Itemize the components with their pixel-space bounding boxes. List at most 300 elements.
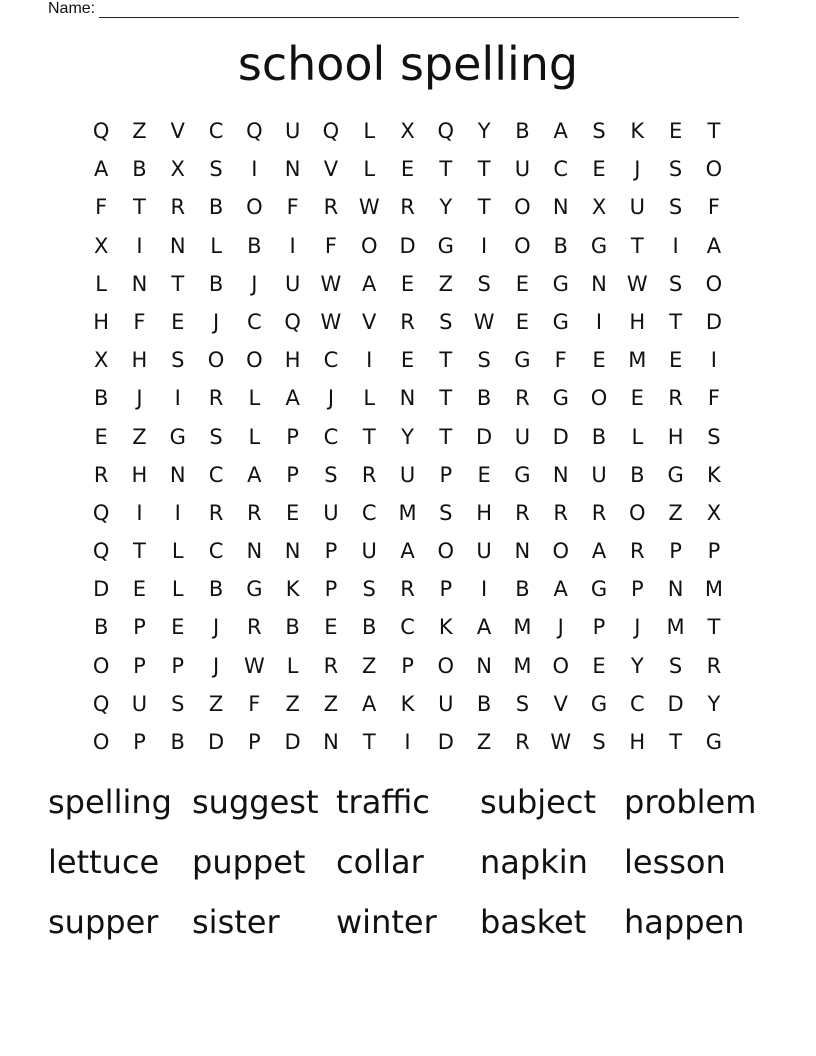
- grid-letter: B: [208, 577, 224, 602]
- grid-letter: T: [477, 157, 491, 182]
- grid-letter: R: [93, 462, 109, 487]
- grid-letter: W: [320, 309, 342, 334]
- grid-letter: P: [439, 577, 453, 602]
- grid-letter: R: [208, 386, 224, 411]
- grid-letter: B: [362, 615, 377, 640]
- grid-letter: F: [324, 233, 337, 258]
- grid-letter: B: [93, 386, 109, 411]
- grid-letter: Q: [92, 539, 110, 564]
- grid-letter: J: [634, 157, 641, 182]
- grid-letter: O: [360, 233, 378, 258]
- grid-letter: L: [171, 539, 184, 564]
- grid-letter: I: [136, 500, 143, 525]
- grid-letter: R: [323, 653, 339, 678]
- grid-letter: I: [481, 577, 488, 602]
- word-list-item: sister: [192, 903, 280, 941]
- grid-letter: E: [285, 500, 300, 525]
- grid-letter: W: [550, 730, 572, 754]
- grid-letter: N: [476, 653, 492, 678]
- grid-letter: R: [170, 195, 186, 220]
- grid-letter: O: [437, 539, 455, 564]
- grid-letter: U: [131, 691, 148, 716]
- grid-letter: H: [284, 348, 301, 373]
- grid-letter: N: [323, 730, 339, 754]
- grid-letter: V: [553, 691, 568, 716]
- word-list-item: winter: [336, 903, 437, 941]
- grid-letter: P: [324, 577, 338, 602]
- grid-letter: M: [513, 653, 532, 678]
- grid-letter: E: [400, 157, 415, 182]
- grid-letter: R: [247, 500, 262, 525]
- word-list-item: supper: [48, 903, 159, 941]
- grid-letter: O: [207, 348, 225, 373]
- grid-letter: G: [514, 348, 531, 373]
- grid-letter: D: [437, 730, 454, 754]
- grid-letter: O: [552, 653, 569, 678]
- grid-letter: W: [473, 309, 495, 334]
- grid-letter: O: [705, 271, 723, 296]
- grid-letter: H: [629, 309, 646, 334]
- grid-letter: S: [439, 500, 453, 525]
- word-list-item: lettuce: [48, 843, 160, 881]
- grid-letter: I: [672, 233, 679, 258]
- grid-letter: E: [592, 348, 606, 373]
- grid-letter: U: [284, 119, 301, 143]
- grid-letter: N: [284, 539, 301, 564]
- grid-letter: U: [284, 271, 301, 296]
- grid-letter: S: [707, 424, 721, 449]
- grid-letter: K: [707, 462, 721, 487]
- grid-letter: P: [171, 653, 185, 678]
- grid-letter: N: [246, 539, 263, 564]
- word-list-item: happen: [624, 903, 745, 941]
- grid-letter: R: [400, 309, 415, 334]
- grid-letter: B: [476, 691, 492, 716]
- grid-letter: D: [93, 577, 110, 602]
- grid-letter: O: [705, 157, 723, 182]
- grid-letter: Q: [92, 500, 110, 525]
- grid-letter: E: [668, 119, 683, 143]
- grid-letter: H: [131, 348, 148, 373]
- grid-letter: M: [513, 615, 532, 640]
- grid-letter: B: [476, 386, 492, 411]
- grid-letter: B: [170, 730, 185, 754]
- word-list-item: subject: [480, 783, 596, 821]
- grid-letter: D: [552, 424, 569, 449]
- name-label: Name:: [48, 0, 96, 17]
- grid-letter: L: [631, 424, 644, 449]
- grid-letter: G: [514, 462, 531, 487]
- grid-letter: A: [553, 577, 568, 602]
- grid-letter: F: [95, 195, 108, 220]
- grid-letter: E: [592, 653, 606, 678]
- grid-letter: X: [591, 195, 607, 220]
- grid-letter: T: [171, 271, 185, 296]
- grid-letter: B: [553, 233, 568, 258]
- grid-letter: L: [95, 271, 107, 296]
- grid-letter: G: [552, 271, 569, 296]
- grid-letter: Q: [92, 119, 110, 143]
- grid-letter: F: [707, 195, 720, 220]
- grid-letter: K: [630, 119, 645, 143]
- grid-letter: F: [286, 195, 299, 220]
- grid-letter: Q: [92, 691, 110, 716]
- grid-letter: U: [476, 539, 492, 564]
- grid-letter: H: [667, 424, 684, 449]
- grid-letter: Z: [476, 730, 492, 754]
- grid-letter: V: [362, 309, 377, 334]
- grid-letter: K: [400, 691, 415, 716]
- grid-letter: P: [592, 615, 606, 640]
- grid-letter: X: [170, 157, 185, 182]
- grid-letter: L: [363, 157, 376, 182]
- grid-letter: R: [400, 195, 415, 220]
- grid-letter: J: [557, 615, 564, 640]
- grid-letter: T: [669, 309, 683, 334]
- grid-letter: S: [171, 691, 185, 716]
- grid-letter: Z: [668, 500, 683, 525]
- grid-letter: S: [592, 730, 606, 754]
- grid-letter: P: [324, 539, 338, 564]
- grid-letter: X: [400, 119, 415, 143]
- grid-letter: M: [628, 348, 647, 373]
- grid-letter: E: [477, 462, 491, 487]
- grid-letter: R: [553, 500, 568, 525]
- grid-letter: U: [629, 195, 645, 220]
- grid-letter: R: [515, 386, 530, 411]
- grid-letter: T: [362, 730, 376, 754]
- grid-letter: Y: [630, 653, 644, 678]
- grid-letter: T: [477, 195, 491, 220]
- grid-letter: P: [286, 424, 299, 449]
- grid-letter: C: [208, 119, 224, 143]
- grid-letter: S: [477, 348, 491, 373]
- grid-letter: J: [634, 615, 641, 640]
- grid-letter: B: [208, 271, 224, 296]
- grid-letter: A: [476, 615, 492, 640]
- grid-letter: S: [171, 348, 185, 373]
- grid-letter: G: [552, 309, 569, 334]
- grid-letter: L: [363, 119, 376, 143]
- grid-letter: I: [366, 348, 373, 373]
- grid-letter: W: [358, 195, 380, 220]
- grid-letter: E: [515, 309, 530, 334]
- grid-letter: N: [399, 386, 416, 411]
- grid-letter: I: [136, 233, 143, 258]
- grid-letter: D: [207, 730, 225, 754]
- grid-letter: T: [669, 730, 683, 754]
- grid-letter: O: [437, 653, 455, 678]
- grid-letter: S: [477, 271, 491, 296]
- grid-letter: J: [251, 271, 258, 296]
- grid-letter: E: [94, 424, 108, 449]
- grid-letter: C: [208, 462, 224, 487]
- grid-letter: R: [706, 653, 722, 678]
- grid-letter: Z: [438, 271, 454, 296]
- grid-letter: B: [591, 424, 607, 449]
- grid-letter: A: [553, 119, 568, 143]
- grid-letter: U: [591, 462, 607, 487]
- grid-letter: Y: [477, 119, 491, 143]
- grid-letter: R: [591, 500, 607, 525]
- grid-letter: M: [704, 577, 723, 602]
- word-list-item: lesson: [624, 843, 726, 881]
- word-list-item: collar: [336, 843, 424, 881]
- grid-letter: X: [706, 500, 722, 525]
- grid-letter: U: [514, 424, 531, 449]
- grid-letter: T: [439, 348, 453, 373]
- grid-letter: B: [247, 233, 262, 258]
- grid-letter: B: [515, 119, 530, 143]
- grid-letter: L: [363, 386, 376, 411]
- grid-letter: P: [133, 653, 146, 678]
- grid-letter: B: [630, 462, 645, 487]
- grid-letter: V: [170, 119, 185, 143]
- grid-letter: T: [630, 233, 644, 258]
- grid-letter: J: [327, 386, 335, 411]
- grid-letter: L: [286, 653, 299, 678]
- grid-letter: W: [320, 271, 342, 296]
- word-list: [48, 776, 788, 956]
- grid-letter: O: [552, 539, 569, 564]
- grid-letter: V: [323, 157, 339, 182]
- grid-letter: Z: [362, 653, 377, 678]
- grid-letter: B: [515, 577, 530, 602]
- grid-letter: G: [552, 386, 569, 411]
- grid-letter: G: [246, 577, 263, 602]
- grid-letter: T: [439, 386, 453, 411]
- grid-letter: J: [212, 615, 220, 640]
- grid-letter: N: [284, 157, 301, 182]
- grid-letter: G: [667, 462, 684, 487]
- grid-letter: Y: [439, 195, 453, 220]
- grid-letter: E: [324, 615, 338, 640]
- grid-letter: C: [208, 539, 224, 564]
- grid-letter: T: [439, 424, 453, 449]
- grid-letter: N: [552, 462, 569, 487]
- word-list-item: puppet: [192, 843, 306, 881]
- grid-letter: S: [362, 577, 376, 602]
- grid-letter: B: [208, 195, 224, 220]
- grid-letter: I: [289, 233, 296, 258]
- grid-letter: I: [174, 386, 181, 411]
- grid-letter: I: [710, 348, 717, 373]
- grid-letter: O: [246, 348, 263, 373]
- grid-letter: P: [133, 615, 146, 640]
- grid-letter: U: [514, 157, 531, 182]
- grid-letter: J: [212, 309, 220, 334]
- grid-letter: Q: [246, 119, 263, 143]
- grid-letter: P: [248, 730, 261, 754]
- grid-letter: O: [514, 233, 531, 258]
- grid-letter: T: [362, 424, 376, 449]
- grid-letter: C: [323, 424, 339, 449]
- grid-letter: B: [285, 615, 300, 640]
- grid-letter: U: [361, 539, 377, 564]
- grid-letter: P: [439, 462, 453, 487]
- grid-letter: B: [132, 157, 147, 182]
- grid-letter: Q: [284, 309, 301, 334]
- grid-letter: O: [92, 730, 110, 754]
- word-list-item: napkin: [480, 843, 588, 881]
- grid-letter: C: [323, 348, 339, 373]
- grid-letter: T: [133, 195, 146, 220]
- grid-letter: I: [174, 500, 181, 525]
- grid-letter: P: [133, 730, 146, 754]
- grid-letter: G: [437, 233, 454, 258]
- letter-grid: [82, 112, 734, 761]
- grid-letter: R: [668, 386, 683, 411]
- grid-letter: R: [515, 500, 530, 525]
- grid-letter: R: [361, 462, 377, 487]
- grid-letter: Z: [323, 691, 339, 716]
- grid-letter: P: [286, 462, 299, 487]
- grid-letter: M: [398, 500, 417, 525]
- grid-letter: I: [404, 730, 411, 754]
- grid-letter: N: [514, 539, 531, 564]
- grid-letter: D: [476, 424, 493, 449]
- grid-letter: Y: [707, 691, 721, 716]
- grid-letter: S: [515, 691, 530, 716]
- grid-letter: T: [707, 119, 721, 143]
- grid-letter: T: [439, 157, 453, 182]
- grid-letter: A: [362, 271, 377, 296]
- grid-letter: Z: [132, 119, 147, 143]
- grid-letter: L: [171, 577, 184, 602]
- grid-letter: P: [669, 539, 682, 564]
- grid-letter: R: [247, 615, 262, 640]
- grid-letter: R: [323, 195, 339, 220]
- grid-letter: A: [285, 386, 300, 411]
- grid-letter: F: [554, 348, 567, 373]
- grid-letter: Z: [132, 424, 147, 449]
- grid-letter: C: [247, 309, 262, 334]
- grid-letter: J: [136, 386, 143, 411]
- grid-letter: N: [169, 462, 186, 487]
- grid-letter: L: [210, 233, 222, 258]
- grid-letter: G: [590, 233, 608, 258]
- grid-letter: U: [323, 500, 339, 525]
- grid-letter: N: [667, 577, 684, 602]
- grid-letter: D: [284, 730, 301, 754]
- grid-letter: P: [401, 653, 414, 678]
- grid-letter: H: [629, 730, 646, 754]
- grid-letter: C: [361, 500, 377, 525]
- grid-letter: W: [243, 653, 265, 678]
- grid-letter: P: [707, 539, 721, 564]
- grid-letter: G: [590, 691, 608, 716]
- grid-letter: P: [630, 577, 644, 602]
- grid-letter: I: [251, 157, 258, 182]
- grid-letter: E: [132, 577, 147, 602]
- grid-letter: T: [133, 539, 146, 564]
- grid-letter: O: [246, 195, 263, 220]
- grid-letter: U: [399, 462, 416, 487]
- name-field: [48, 0, 739, 18]
- grid-letter: Y: [401, 424, 414, 449]
- grid-letter: L: [248, 386, 261, 411]
- grid-letter: R: [208, 500, 224, 525]
- word-list-item: problem: [624, 783, 757, 821]
- grid-letter: E: [171, 309, 185, 334]
- grid-letter: G: [590, 577, 608, 602]
- grid-letter: D: [705, 309, 722, 334]
- grid-letter: A: [706, 233, 722, 258]
- grid-letter: E: [630, 386, 644, 411]
- grid-letter: G: [705, 730, 723, 754]
- grid-letter: N: [552, 195, 569, 220]
- grid-letter: T: [707, 615, 721, 640]
- grid-letter: S: [668, 653, 683, 678]
- grid-letter: W: [626, 271, 648, 296]
- page-title: school spelling: [237, 37, 579, 91]
- grid-letter: O: [514, 195, 531, 220]
- grid-letter: Z: [208, 691, 224, 716]
- grid-letter: Q: [322, 119, 340, 143]
- grid-letter: I: [481, 233, 488, 258]
- grid-letter: J: [212, 653, 220, 678]
- grid-letter: K: [285, 577, 300, 602]
- grid-letter: F: [133, 309, 146, 334]
- word-list-item: basket: [480, 903, 587, 941]
- grid-letter: X: [93, 233, 109, 258]
- grid-letter: H: [476, 500, 493, 525]
- grid-letter: U: [438, 691, 454, 716]
- grid-letter: M: [666, 615, 685, 640]
- word-list-item: traffic: [336, 783, 430, 821]
- grid-letter: C: [629, 691, 645, 716]
- grid-letter: H: [131, 462, 148, 487]
- grid-letter: R: [515, 730, 530, 754]
- grid-letter: G: [169, 424, 186, 449]
- grid-letter: I: [595, 309, 603, 334]
- grid-letter: L: [248, 424, 261, 449]
- grid-letter: C: [400, 615, 415, 640]
- grid-letter: Z: [285, 691, 300, 716]
- word-list-item: suggest: [192, 783, 319, 821]
- grid-letter: E: [400, 271, 415, 296]
- grid-letter: B: [93, 615, 109, 640]
- grid-letter: R: [400, 577, 415, 602]
- grid-letter: S: [668, 157, 683, 182]
- grid-letter: D: [667, 691, 684, 716]
- grid-letter: S: [209, 424, 223, 449]
- grid-letter: O: [92, 653, 110, 678]
- grid-letter: N: [131, 271, 148, 296]
- grid-letter: O: [590, 386, 608, 411]
- grid-letter: A: [400, 539, 415, 564]
- grid-letter: A: [591, 539, 607, 564]
- grid-letter: E: [515, 271, 530, 296]
- grid-letter: A: [362, 691, 377, 716]
- grid-letter: A: [247, 462, 262, 487]
- grid-letter: C: [553, 157, 569, 182]
- grid-letter: X: [93, 348, 109, 373]
- grid-letter: N: [591, 271, 607, 296]
- grid-letter: H: [93, 309, 110, 334]
- word-list-item: spelling: [48, 783, 172, 821]
- grid-letter: S: [324, 462, 338, 487]
- grid-letter: S: [668, 271, 683, 296]
- grid-letter: D: [399, 233, 416, 258]
- grid-letter: A: [93, 157, 109, 182]
- grid-letter: K: [438, 615, 453, 640]
- grid-letter: E: [592, 157, 606, 182]
- grid-letter: E: [171, 615, 185, 640]
- grid-letter: R: [630, 539, 645, 564]
- grid-letter: S: [439, 309, 453, 334]
- grid-letter: O: [629, 500, 646, 525]
